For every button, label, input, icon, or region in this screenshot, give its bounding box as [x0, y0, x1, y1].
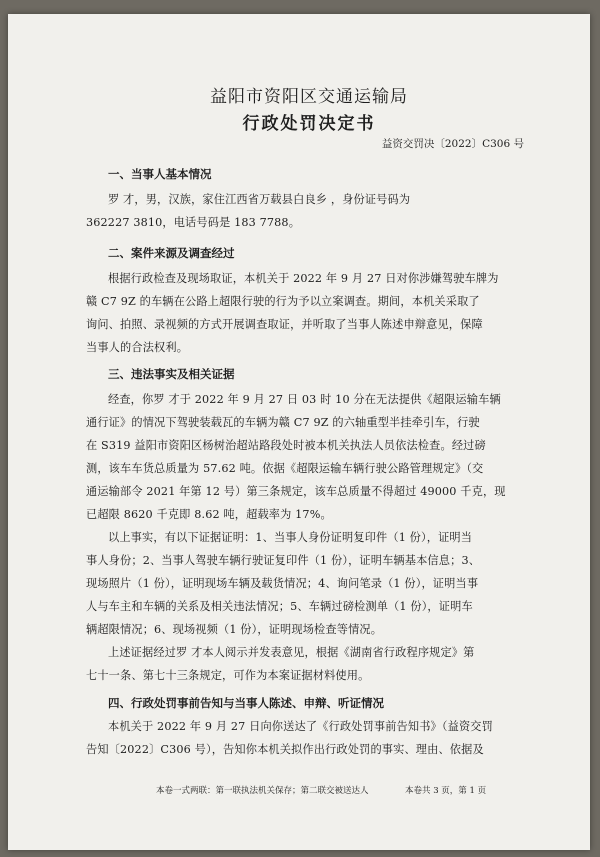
section-heading: 一、当事人基本情况	[108, 167, 212, 181]
footer-copy-note: 本卷一式两联：第一联执法机关保存；第二联交被送达人	[156, 786, 369, 796]
text-line: 362227 3810，电话号码是 183 7788。	[86, 216, 301, 229]
text-line: 现场照片（1 份），证明现场车辆及载货情况；4、询问笔录（1 份），证明当事	[86, 577, 479, 590]
section-heading: 三、违法事实及相关证据	[108, 367, 235, 381]
text-line: 通行证》的情况下驾驶装载瓦的车辆为赣 C7 9Z 的六轴重型半挂牵引车，行驶	[86, 416, 480, 429]
agency-title: 益阳市资阳区交通运输局	[210, 87, 408, 107]
text-line: 以上事实，有以下证据证明：1、当事人身份证明复印件（1 份），证明当	[108, 531, 473, 544]
text-line: 通运输部令 2021 年第 12 号）第三条规定，该车总质量不得超过 49000 千克，现	[86, 485, 506, 498]
section-party-info	[86, 166, 532, 234]
text-line: 询问、拍照、录视频的方式开展调查取证，并听取了当事人陈述申辩意见，保障	[86, 318, 483, 331]
text-line: 人与车主和车辆的关系及相关违法情况；5、车辆过磅检测单（1 份），证明车	[86, 600, 473, 613]
text-line: 赣 C7 9Z 的车辆在公路上超限行驶的行为予以立案调查。期间，本机关采取了	[86, 295, 480, 308]
document-sheet	[8, 14, 590, 850]
document-number: 益资交罚决〔2022〕C306 号	[381, 138, 524, 150]
text-line: 辆超限情况；6、现场视频（1 份），证明现场检查等情况。	[86, 623, 383, 636]
text-line: 经查，你罗 才于 2022 年 9 月 27 日 03 时 10 分在无法提供《超限运输车辆	[108, 393, 501, 406]
text-line: 罗 才，男，汉族，家住江西省万载县白良乡 ，身份证号码为	[108, 193, 411, 206]
text-line: 本机关于 2022 年 9 月 27 日向你送达了《行政处罚事前告知书》（益资交罚	[108, 720, 493, 733]
text-line: 事人身份；2、当事人驾驶车辆行驶证复印件（1 份），证明车辆基本信息；3、	[86, 554, 481, 567]
section-case-source	[86, 245, 532, 359]
text-line: 告知〔2022〕C306 号），告知你本机关拟作出行政处罚的事实、理由、依据及	[86, 743, 484, 756]
section-violation-facts	[86, 366, 532, 687]
section-heading: 四、行政处罚事前告知与当事人陈述、申辩、听证情况	[108, 696, 384, 710]
text-line: 上述证据经过罗 才本人阅示并发表意见，根据《湖南省行政程序规定》第	[108, 646, 475, 659]
text-line: 七十一条、第七十三条规定，可作为本案证据材料使用。	[86, 669, 370, 682]
text-line: 在 S319 益阳市资阳区杨树治超站路段处时被本机关执法人员依法检查。经过磅	[86, 439, 486, 452]
document-title: 行政处罚决定书	[242, 114, 376, 134]
footer-page-number: 本卷共 3 页，第 1 页	[405, 786, 487, 796]
text-line: 已超限 8620 千克即 8.62 吨，超载率为 17%。	[86, 508, 332, 521]
text-line: 测，该车车货总质量为 57.62 吨。依据《超限运输车辆行驶公路管理规定》（交	[86, 462, 484, 475]
section-prior-notice	[86, 695, 532, 761]
text-line: 当事人的合法权利。	[86, 341, 189, 354]
section-heading: 二、案件来源及调查经过	[108, 246, 235, 260]
text-line: 根据行政检查及现场取证，本机关于 2022 年 9 月 27 日对你涉嫌驾驶车牌为	[108, 272, 499, 285]
